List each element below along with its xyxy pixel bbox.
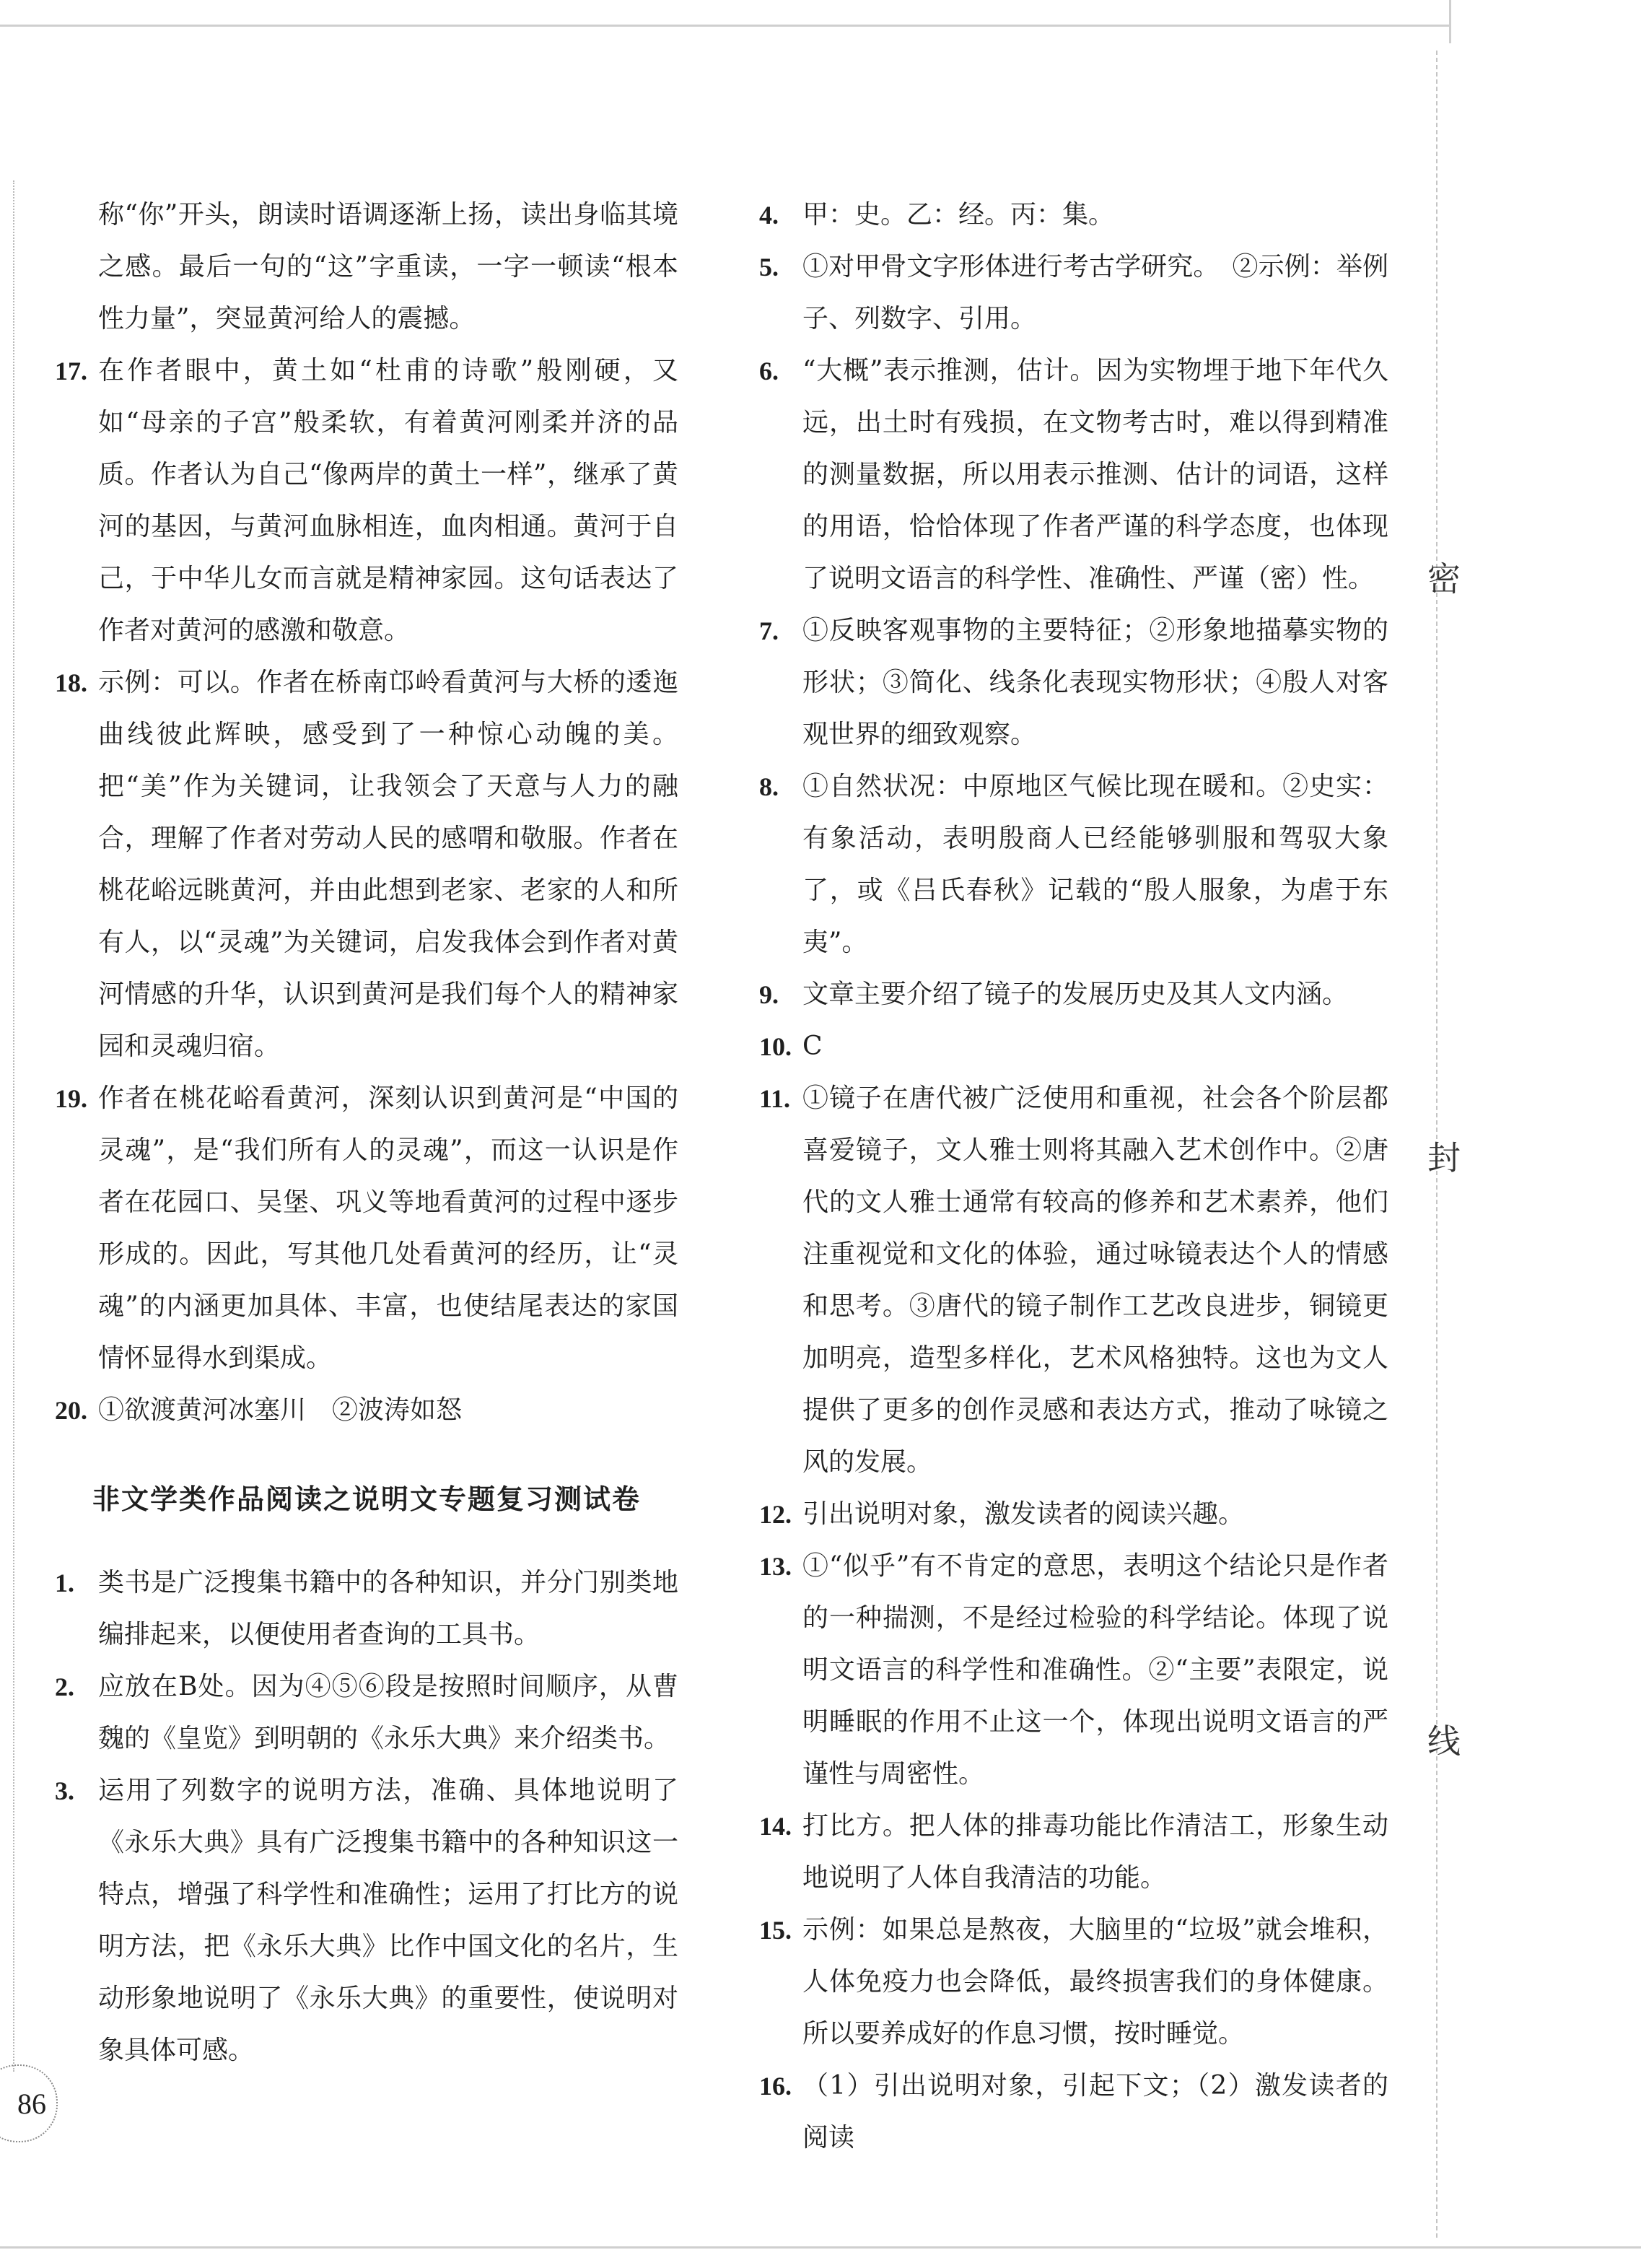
answer-19 bbox=[55, 1073, 678, 1384]
right-column bbox=[759, 189, 1388, 2164]
answer-9 bbox=[759, 969, 1388, 1021]
answer-text: 引出说明对象，激发读者的阅读兴趣。 bbox=[802, 1499, 1245, 1529]
answer-8 bbox=[759, 761, 1388, 969]
answer-5 bbox=[759, 241, 1388, 345]
answer-text: 在作者眼中，黄土如“杜甫的诗歌”般刚硬，又如“母亲的子宫”般柔软，有着黄河刚柔并济的品质。作者认为自己“像两岸的黄土一样”，继承了黄河的基因，与黄河血脉相连，血肉相通。黄河于自己，于中华儿女而言就是精神家园。这句话表达了作者对黄河的感激和敬意。 bbox=[98, 356, 678, 645]
answer-text: C bbox=[802, 1031, 823, 1061]
answer-number: 18. bbox=[55, 668, 87, 697]
answer-15 bbox=[759, 1904, 1388, 2060]
answer-number: 1. bbox=[55, 1569, 74, 1597]
answer-14 bbox=[759, 1800, 1388, 1904]
answer-text: 甲：史。乙：经。丙：集。 bbox=[802, 200, 1115, 230]
answer-number: 5. bbox=[759, 253, 779, 282]
section-title: 非文学类作品阅读之说明文专题复习测试卷 bbox=[92, 1483, 641, 1515]
answer-number: 10. bbox=[759, 1032, 792, 1061]
answer-text: 打比方。把人体的排毒功能比作清洁工，形象生动地说明了人体自我清洁的功能。 bbox=[802, 1811, 1388, 1893]
answer-text: ①自然状况：中原地区气候比现在暖和。②史实：有象活动，表明殷商人已经能够驯服和驾驭大象了，或《吕氏春秋》记载的“殷人服象，为虐于东夷”。 bbox=[802, 772, 1388, 957]
answer-20 bbox=[55, 1384, 678, 1436]
answer-text: ①镜子在唐代被广泛使用和重视，社会各个阶层都喜爱镜子，文人雅士则将其融入艺术创作中。②唐代的文人雅士通常有较高的修养和艺术素养，他们注重视觉和文化的体验，通过咏镜表达个人的情感和思考。③唐代的镜子制作工艺改良进步，铜镜更加明亮，造型多样化，艺术风格独特。这也为文人提供了更多的创作灵感和表达方式，推动了咏镜之风的发展。 bbox=[802, 1083, 1388, 1477]
answer-text: 应放在B处。因为④⑤⑥段是按照时间顺序，从曹魏的《皇览》到明朝的《永乐大典》来介绍类书。 bbox=[98, 1672, 678, 1753]
answer-number: 6. bbox=[759, 357, 779, 385]
answer-number: 2. bbox=[55, 1672, 74, 1701]
answer-text: ①对甲骨文字形体进行考古学研究。 ②示例：举例子、列数字、引用。 bbox=[802, 252, 1388, 333]
top-right-tick bbox=[1449, 0, 1451, 43]
answer-text: ①“似乎”有不肯定的意思，表明这个结论只是作者的一种揣测，不是经过检验的科学结论。体现了说明文语言的科学性和准确性。②“主要”表限定，说明睡眠的作用不止这一个，体现出说明文语言的严谨性与周密性。 bbox=[802, 1551, 1388, 1789]
answer-11 bbox=[759, 1073, 1388, 1488]
answer-2 bbox=[55, 1661, 678, 1765]
top-rule bbox=[0, 25, 1450, 27]
answer-text: “大概”表示推测，估计。因为实物埋于地下年代久远，出土时有残损，在文物考古时，难以得到精准的测量数据，所以用表示推测、估计的词语，这样的用语，恰恰体现了作者严谨的科学态度，也体现了说明文语言的科学性、准确性、严谨（密）性。 bbox=[802, 356, 1388, 593]
answer-1 bbox=[55, 1557, 678, 1661]
answer-number: 11. bbox=[759, 1084, 791, 1113]
seal-mark-feng: 封 bbox=[1427, 1138, 1461, 1177]
answer-text: （1）引出说明对象，引起下文；（2）激发读者的阅读 bbox=[802, 2071, 1388, 2153]
answer-17 bbox=[55, 345, 678, 657]
answer-number: 9. bbox=[759, 980, 779, 1009]
seal-mark-mi: 密 bbox=[1427, 559, 1461, 598]
answer-text: ①反映客观事物的主要特征；②形象地描摹实物的形状；③简化、线条化表现实物形状；④殷人对客观世界的细致观察。 bbox=[802, 616, 1388, 749]
answer-number: 13. bbox=[759, 1552, 792, 1581]
seal-mark-xian: 线 bbox=[1427, 1722, 1461, 1761]
answer-number: 8. bbox=[759, 772, 779, 801]
answer-number: 20. bbox=[55, 1396, 87, 1425]
answer-3 bbox=[55, 1765, 678, 2077]
answer-7 bbox=[759, 605, 1388, 761]
left-margin-dotted-line bbox=[13, 180, 14, 2072]
left-column bbox=[55, 189, 678, 2077]
answer-number: 19. bbox=[55, 1084, 87, 1113]
answer-18 bbox=[55, 657, 678, 1073]
answer-text: 示例：如果总是熬夜，大脑里的“垃圾”就会堆积，人体免疫力也会降低，最终损害我们的身体健康。所以要养成好的作息习惯，按时睡觉。 bbox=[802, 1915, 1388, 2049]
answer-6 bbox=[759, 345, 1388, 605]
answer-12 bbox=[759, 1488, 1388, 1540]
answer-number: 12. bbox=[759, 1500, 792, 1529]
answer-text: ①欲渡黄河冰塞川 ②波涛如怒 bbox=[98, 1395, 463, 1425]
answer-13 bbox=[759, 1540, 1388, 1800]
answer-number: 3. bbox=[55, 1776, 74, 1805]
answer-number: 14. bbox=[759, 1812, 792, 1841]
answer-text: 运用了列数字的说明方法，准确、具体地说明了《永乐大典》具有广泛搜集书籍中的各种知识这一特点，增强了科学性和准确性；运用了打比方的说明方法，把《永乐大典》比作中国文化的名片，生动形象地说明了《永乐大典》的重要性，使说明对象具体可感。 bbox=[98, 1776, 678, 2065]
answer-number: 15. bbox=[759, 1916, 792, 1945]
answer-number: 4. bbox=[759, 201, 779, 230]
answer-4 bbox=[759, 189, 1388, 241]
answer-number: 16. bbox=[759, 2072, 792, 2101]
page-number: 86 bbox=[17, 2087, 46, 2120]
answer-text: 类书是广泛搜集书籍中的各种知识，并分门别类地编排起来，以便使用者查询的工具书。 bbox=[98, 1568, 678, 1649]
answer-10 bbox=[759, 1021, 1388, 1073]
answer-number: 7. bbox=[759, 616, 779, 645]
bottom-rule bbox=[0, 2246, 1641, 2249]
answer-16 bbox=[759, 2060, 1388, 2164]
answer-16-continuation: 称“你”开头，朗读时语调逐渐上扬，读出身临其境之感。最后一句的“这”字重读，一字一顿读“根本性力量”，突显黄河给人的震撼。 bbox=[98, 200, 678, 333]
answer-text: 文章主要介绍了镜子的发展历史及其人文内涵。 bbox=[802, 980, 1349, 1009]
answer-number: 17. bbox=[55, 357, 87, 385]
answer-text: 示例：可以。作者在桥南邙岭看黄河与大桥的逶迤曲线彼此辉映，感受到了一种惊心动魄的美。把“美”作为关键词，让我领会了天意与人力的融合，理解了作者对劳动人民的感喟和敬服。作者在桃花峪远眺黄河，并由此想到老家、老家的人和所有人，以“灵魂”为关键词，启发我体会到作者对黄河情感的升华，认识到黄河是我们每个人的精神家园和灵魂归宿。 bbox=[98, 668, 678, 1061]
page-number-badge bbox=[0, 2064, 58, 2142]
answer-text: 作者在桃花峪看黄河，深刻认识到黄河是“中国的灵魂”，是“我们所有人的灵魂”，而这一认识是作者在花园口、吴堡、巩义等地看黄河的过程中逐步形成的。因此，写其他几处看黄河的经历，让“灵魂”的内涵更加具体、丰富，也使结尾表达的家国情怀显得水到渠成。 bbox=[98, 1083, 678, 1373]
